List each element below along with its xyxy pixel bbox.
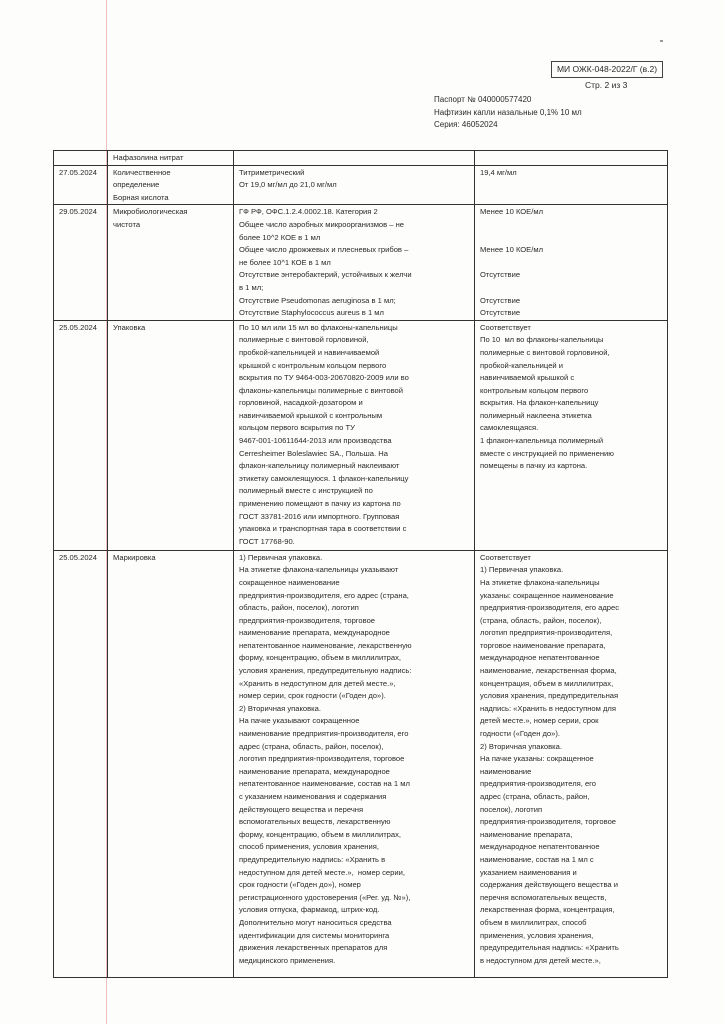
page-number: Стр. 2 из 3 bbox=[585, 80, 628, 90]
requirement-line: пробкой-капельницей и навинчиваемой bbox=[239, 347, 380, 357]
result-line: 19,4 мг/мл bbox=[480, 167, 517, 177]
test-date: 25.05.2024 bbox=[59, 552, 98, 562]
result-line: пробкой-капельницей и bbox=[480, 360, 564, 370]
result-line: наименование, состав на 1 мл с bbox=[480, 854, 594, 864]
requirement-line: 2) Вторичная упаковка. bbox=[239, 703, 321, 713]
requirement-line: недоступном для детей месте.», номер серии, bbox=[239, 867, 405, 877]
test-name-line: чистота bbox=[113, 219, 141, 229]
result-line: полимерный наклеена этикетка bbox=[480, 410, 592, 420]
requirement-line: область, район, поселок), логотип bbox=[239, 603, 359, 613]
requirement-line: более 10^2 КОЕ в 1 мл bbox=[239, 232, 321, 242]
requirement-line: Общее число дрожжевых и плесневых грибов – bbox=[239, 245, 409, 255]
requirement-line: действующего вещества и перечня bbox=[239, 804, 364, 814]
result-line: указаны: сокращенное наименование bbox=[480, 590, 614, 600]
product-name: Нафтизин капли назальные 0,1% 10 мл bbox=[434, 107, 582, 117]
requirement-line: От 19,0 мг/мл до 21,0 мг/мл bbox=[239, 180, 337, 190]
result-line: Отсутствие bbox=[480, 295, 521, 305]
requirement-line: регистрационного удостоверения («Рег. уд. №»), bbox=[239, 892, 411, 902]
result-line: условия хранения, предупредительная bbox=[480, 691, 619, 701]
table-row bbox=[54, 320, 668, 550]
result-cell bbox=[475, 165, 668, 205]
result-line: международное непатентованное bbox=[480, 842, 600, 852]
result-line: указанием наименования и bbox=[480, 867, 577, 877]
result-line: 1 флакон-капельница полимерный bbox=[480, 436, 604, 446]
requirement-line: применению помещают в пачку из картона по bbox=[239, 499, 401, 509]
scan-artifact bbox=[660, 40, 663, 42]
passport-header bbox=[434, 94, 582, 132]
requirement-cell bbox=[234, 151, 475, 166]
requirement-line: Cerresheimer Boleslawiec SA., Польша. На bbox=[239, 448, 388, 458]
requirement-line: не более 10^1 КОЕ в 1 мл bbox=[239, 257, 331, 267]
result-line: торговое наименование препарата, bbox=[480, 640, 606, 650]
result-cell bbox=[475, 205, 668, 320]
result-line: контрольным кольцом первого bbox=[480, 385, 589, 395]
passport-number: Паспорт № 040000577420 bbox=[434, 95, 532, 104]
requirement-line: «Хранить в недоступном для детей месте.», bbox=[239, 678, 396, 688]
requirement-line: Дополнительно могут наноситься средства bbox=[239, 917, 392, 927]
result-line: в недоступном для детей месте.», bbox=[480, 955, 601, 965]
result-line: наименование bbox=[480, 766, 532, 776]
requirement-line: предупредительную надпись: «Хранить в bbox=[239, 854, 386, 864]
requirement-cell bbox=[234, 165, 475, 205]
requirement-line: ГОСТ 33781-2016 или импортного. Групповая bbox=[239, 511, 400, 521]
result-line: лекарственная форма, концентрация, bbox=[480, 905, 615, 915]
result-line: перечня вспомогательных веществ, bbox=[480, 892, 607, 902]
test-results-table bbox=[53, 150, 668, 978]
test-name-line: Количественное bbox=[113, 167, 171, 177]
result-line: Соответствует bbox=[480, 552, 531, 562]
test-date: 29.05.2024 bbox=[59, 207, 98, 217]
result-line: предприятия-производителя, его bbox=[480, 779, 597, 789]
date-cell bbox=[54, 205, 108, 320]
requirement-line: навинчиваемой крышкой с контрольным bbox=[239, 410, 383, 420]
test-name-line: Нафазолина нитрат bbox=[113, 153, 184, 162]
requirement-line: На этикетке флакона-капельницы указывают bbox=[239, 565, 399, 575]
result-cell bbox=[475, 550, 668, 977]
requirement-line: срок годности («Годен до»), номер bbox=[239, 880, 361, 890]
test-date: 27.05.2024 bbox=[59, 167, 98, 177]
requirement-line: способ применения, условия хранения, bbox=[239, 842, 379, 852]
date-cell bbox=[54, 550, 108, 977]
requirement-line: форму, концентрацию, объем в миллилитрах, bbox=[239, 829, 402, 839]
requirement-line: Отсутствие Staphylococcus aureus в 1 мл bbox=[239, 308, 384, 318]
result-line bbox=[480, 232, 663, 245]
requirement-line: логотип предприятия-производителя, торговое bbox=[239, 754, 405, 764]
requirement-line: упаковка и транспортная тара в соответствии с bbox=[239, 524, 407, 534]
result-line bbox=[480, 219, 663, 232]
requirement-line: флакон-капельницу полимерный наклеивают bbox=[239, 461, 400, 471]
requirement-line: непатентованное наименование, лекарственную bbox=[239, 640, 412, 650]
requirement-line: идентификации для системы мониторинга bbox=[239, 930, 390, 940]
requirement-line: кольцом первого вскрытия по ТУ bbox=[239, 423, 355, 433]
test-name-cell bbox=[108, 205, 234, 320]
requirement-line: полимерный вместе с инструкцией по bbox=[239, 486, 373, 496]
requirement-line: наименование предприятия-производителя, его bbox=[239, 729, 409, 739]
requirement-line: медицинского применения. bbox=[239, 955, 336, 965]
result-line: объем в миллилитрах, способ bbox=[480, 917, 587, 927]
test-name-cell bbox=[108, 550, 234, 977]
result-line: вскрытия. На флакон-капельницу bbox=[480, 398, 599, 408]
result-line: На этикетке флакона-капельницы bbox=[480, 577, 600, 587]
requirement-line: адрес (страна, область, район, поселок), bbox=[239, 741, 384, 751]
series-number: Серия: 46052024 bbox=[434, 120, 498, 129]
result-line: надпись: «Хранить в недоступном для bbox=[480, 703, 616, 713]
result-line: годности («Годен до»). bbox=[480, 729, 561, 739]
test-date: 25.05.2024 bbox=[59, 322, 98, 332]
result-line: Отсутствие bbox=[480, 270, 521, 280]
date-cell bbox=[54, 165, 108, 205]
requirement-line: непатентованное наименование, состав на 1 мл bbox=[239, 779, 410, 789]
requirement-line: вскрытия по ТУ 9464-003-20670820-2009 или во bbox=[239, 373, 409, 383]
result-line bbox=[480, 257, 663, 270]
date-cell bbox=[54, 320, 108, 550]
result-line: наименование препарата, bbox=[480, 829, 573, 839]
table-row bbox=[54, 205, 668, 320]
result-line: полимерные с винтовой горловиной, bbox=[480, 347, 610, 357]
requirement-line: флаконы-капельницы полимерные с винтовой bbox=[239, 385, 403, 395]
result-line: 1) Первичная упаковка. bbox=[480, 565, 564, 575]
test-name-line: определение bbox=[113, 180, 160, 190]
test-name-line: Маркировка bbox=[113, 552, 156, 562]
result-line: применения, условия хранения, bbox=[480, 930, 594, 940]
requirement-line: сокращенное наименование bbox=[239, 577, 340, 587]
requirement-line: номер серии, срок годности («Годен до»). bbox=[239, 691, 386, 701]
result-line: вместе с инструкцией по применению bbox=[480, 448, 614, 458]
requirement-line: 9467-001-10611644-2013 или производства bbox=[239, 436, 392, 446]
requirement-line: На пачке указывают сокращенное bbox=[239, 716, 360, 726]
result-line: самоклеящаяся. bbox=[480, 423, 539, 433]
requirement-line: наименование препарата, международное bbox=[239, 628, 390, 638]
result-line: поселок), логотип bbox=[480, 804, 543, 814]
doc-code-box: МИ ОЖК-048-2022/Г (в.2) bbox=[551, 61, 663, 78]
test-name-cell bbox=[108, 320, 234, 550]
requirement-line: предприятия-производителя, его адрес (страна, bbox=[239, 590, 409, 600]
result-line: Отсутствие bbox=[480, 308, 521, 318]
result-line bbox=[480, 282, 663, 295]
requirement-line: форму, концентрацию, объем в миллилитрах, bbox=[239, 653, 402, 663]
result-line: Менее 10 КОЕ/мл bbox=[480, 245, 544, 255]
result-line: международное непатентованное bbox=[480, 653, 600, 663]
table-row bbox=[54, 151, 668, 166]
date-cell bbox=[54, 151, 108, 166]
result-line: предприятия-производителя, торговое bbox=[480, 817, 617, 827]
requirement-line: условия хранения, предупредительную надпись: bbox=[239, 666, 412, 676]
result-line: детей месте.», номер серии, срок bbox=[480, 716, 599, 726]
requirement-line: По 10 мл или 15 мл во флаконы-капельницы bbox=[239, 322, 398, 332]
test-name-cell bbox=[108, 165, 234, 205]
test-name-line: Микробиологическая bbox=[113, 207, 188, 217]
result-cell bbox=[475, 151, 668, 166]
result-line: наименование, лекарственная форма, bbox=[480, 666, 617, 676]
requirement-line: предприятия-производителя, торговое bbox=[239, 615, 376, 625]
requirement-line: горловиной, насадкой-дозатором и bbox=[239, 398, 363, 408]
test-name-line: Борная кислота bbox=[113, 192, 169, 202]
table-row bbox=[54, 550, 668, 977]
test-name-cell bbox=[108, 151, 234, 166]
requirement-line: 1) Первичная упаковка. bbox=[239, 552, 323, 562]
requirement-line: ГФ РФ, ОФС.1.2.4.0002.18. Категория 2 bbox=[239, 207, 378, 217]
requirement-line: движения лекарственных препаратов для bbox=[239, 943, 388, 953]
requirement-line: крышкой с контрольным кольцом первого bbox=[239, 360, 387, 370]
requirement-line: в 1 мл; bbox=[239, 282, 264, 292]
requirement-line: условия отпуска, фармакод, штрих-код. bbox=[239, 905, 380, 915]
requirement-cell bbox=[234, 205, 475, 320]
result-line: По 10 мл во флаконы-капельницы bbox=[480, 335, 604, 345]
requirement-line: ГОСТ 17768-90. bbox=[239, 536, 295, 546]
requirement-cell bbox=[234, 550, 475, 977]
result-line: навинчиваемой крышкой с bbox=[480, 373, 575, 383]
test-name-line: Упаковка bbox=[113, 322, 146, 332]
result-line: (страна, область, район, поселок), bbox=[480, 615, 602, 625]
result-line: Менее 10 КОЕ/мл bbox=[480, 207, 544, 217]
requirement-line: с указанием наименования и содержания bbox=[239, 792, 387, 801]
result-line: 2) Вторичная упаковка. bbox=[480, 741, 562, 751]
requirement-line: Титриметрический bbox=[239, 167, 305, 177]
result-line: логотип предприятия-производителя, bbox=[480, 628, 613, 638]
result-line: На пачке указаны: сокращенное bbox=[480, 754, 594, 764]
requirement-line: наименование препарата, международное bbox=[239, 766, 390, 776]
result-line: адрес (страна, область, район, bbox=[480, 792, 590, 801]
result-line: предприятия-производителя, его адрес bbox=[480, 603, 620, 613]
result-cell bbox=[475, 320, 668, 550]
requirement-line: этикетку самоклеящуюся. 1 флакон-капельницу bbox=[239, 473, 409, 483]
result-line: помещены в пачку из картона. bbox=[480, 461, 588, 471]
result-line: Соответствует bbox=[480, 322, 531, 332]
requirement-line: вспомогательных веществ, лекарственную bbox=[239, 817, 391, 827]
result-line: предупредительная надпись: «Хранить bbox=[480, 943, 619, 953]
result-line: содержания действующего вещества и bbox=[480, 880, 618, 890]
requirement-line: полимерные с винтовой горловиной, bbox=[239, 335, 369, 345]
requirement-line: Общее число аэробных микроорганизмов – не bbox=[239, 219, 405, 229]
result-line: концентрация, объем в миллилитрах, bbox=[480, 678, 614, 688]
requirement-line: Отсутствие энтеробактерий, устойчивых к желчи bbox=[239, 270, 412, 280]
table-row bbox=[54, 165, 668, 205]
requirement-line: Отсутствие Pseudomonas aeruginosa в 1 мл; bbox=[239, 295, 396, 305]
requirement-cell bbox=[234, 320, 475, 550]
